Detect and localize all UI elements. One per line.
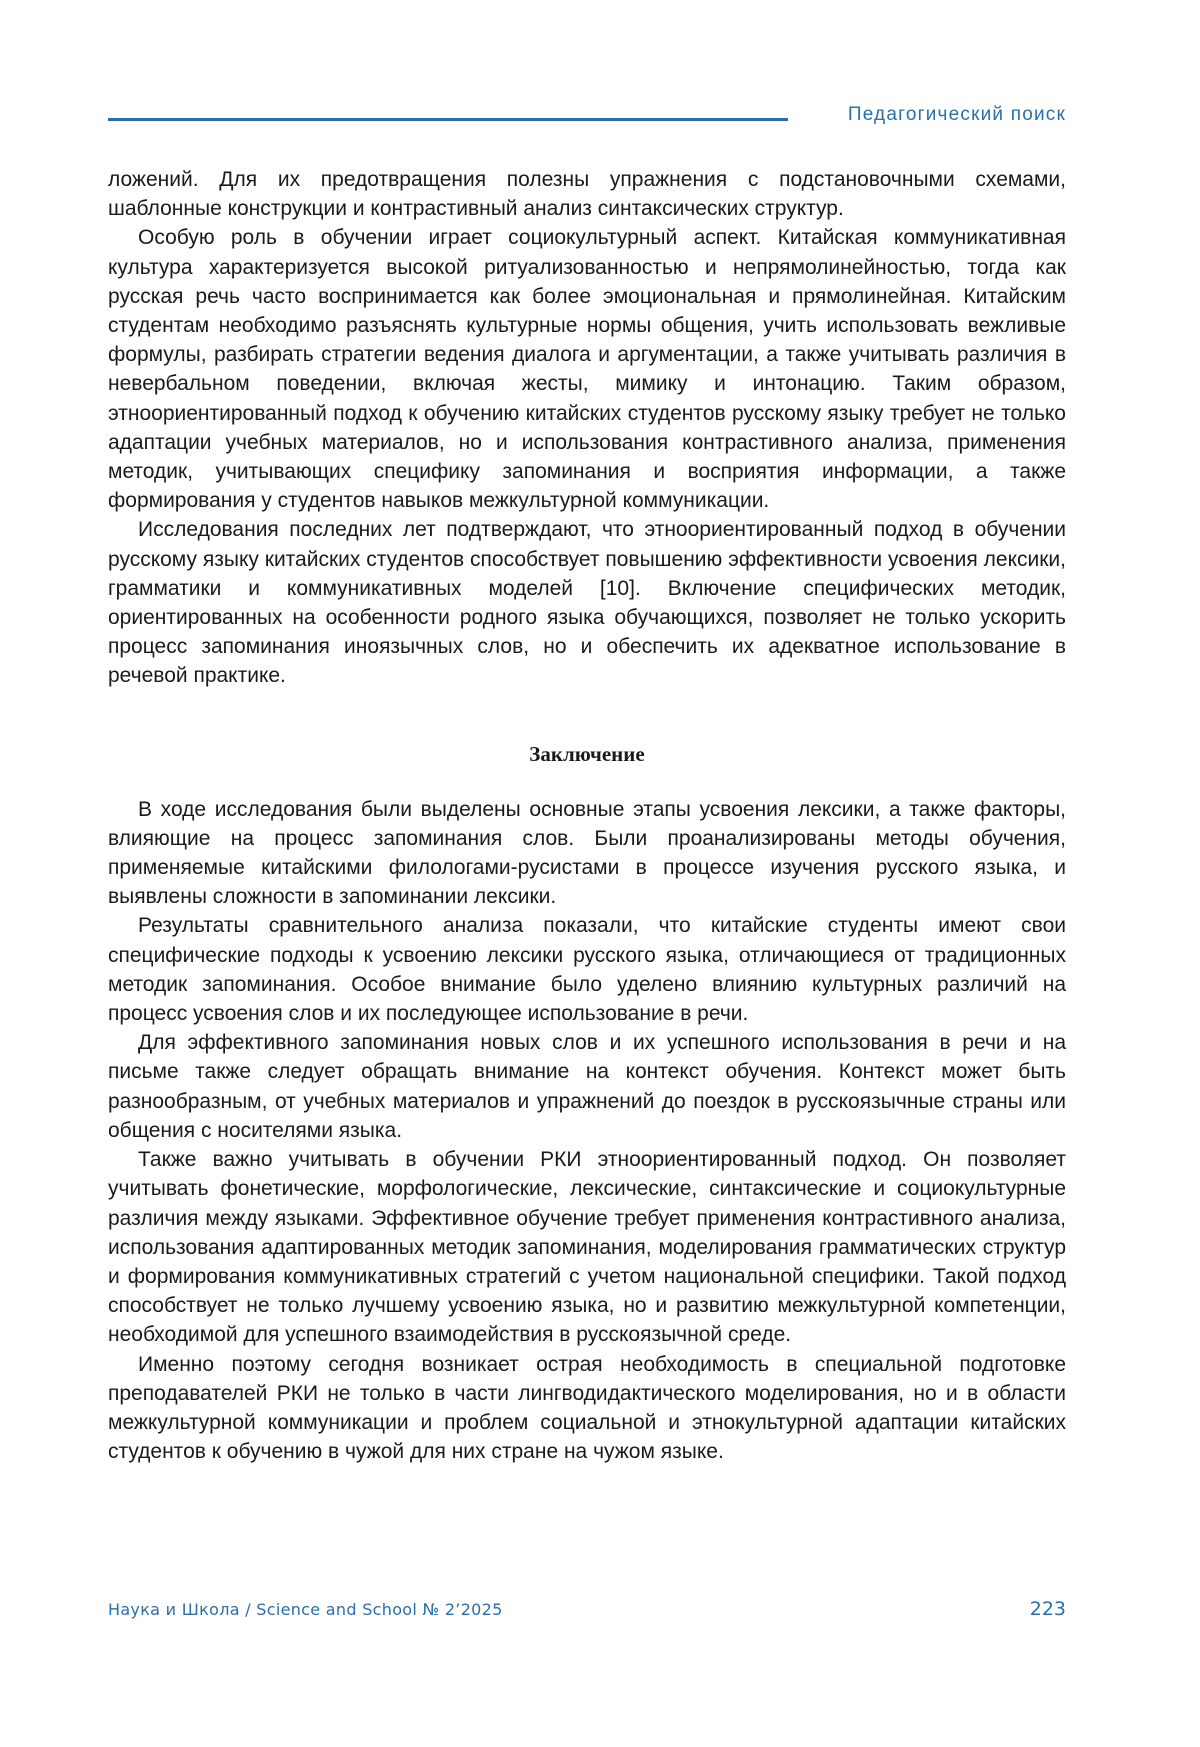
header-rule [108, 118, 788, 121]
running-footer [108, 1598, 1066, 1628]
paragraph: Для эффективного запоминания новых слов и их успешного использования в речи и на письме также следует обращать внимание на контекст обучения. Контекст может быть разнообразным, от учебных материалов и упражнений до поездок в русскоязычные страны или общения с носителями языка. [108, 1031, 1066, 1142]
paragraph: Также важно учитывать в обучении РКИ этноориентированный подход. Он позволяет учитывать фонетические, морфологические, лексические, синтаксические и социокультурные различия между языками. Эффективное обучение требует применения контрастивного анализа, использования адаптированных методик запоминания, моделирования грамматических структур и формирования коммуникативных стратегий с учетом национальной специфики. Такой подход способствует не только лучшему усвоению языка, но и развитию межкультурной компетенции, необходимой для успешного взаимодействия в русскоязычной среде. [108, 1148, 1066, 1347]
conclusion-heading: Заключение [529, 741, 645, 766]
paragraph: В ходе исследования были выделены основные этапы усвоения лексики, а также факторы, влияющие на процесс запоминания слов. Были проанализированы методы обучения, применяемые китайскими филологами-русистами в процессе изучения русского языка, и выявлены сложности в запоминании лексики. [108, 797, 1066, 909]
page-number: 223 [1029, 1598, 1066, 1620]
paragraph: Результаты сравнительного анализа показали, что китайские студенты имеют свои специфические подходы к усвоению лексики русского языка, отличающиеся от традиционных методик запоминания. Особое внимание было уделено влиянию культурных различий на процесс усвоения слов и их последующее использование в речи. [108, 914, 1066, 1026]
section-title: Педагогический поиск [847, 104, 1066, 125]
running-header [108, 100, 1066, 130]
paragraph: Именно поэтому сегодня возникает острая необходимость в специальной подготовке преподавателей РКИ не только в части лингводидактического моделирования, но и в области межкультурной коммуникации и проблем социальной и этнокультурной адаптации китайских студентов к обучению в чужой для них стране на чужом языке. [108, 1352, 1066, 1464]
paragraph: Исследования последних лет подтверждают, что этноориентированный подход в обучении русскому языку китайских студентов способствует повышению эффективности усвоения лексики, грамматики и коммуникативных моделей [10]. Включение специфических методик, ориентированных на особенности родного языка обучающихся, позволяет не только ускорить процесс запоминания иноязычных слов, но и обеспечить их адекватное использование в речевой практике. [108, 518, 1066, 688]
journal-name: Наука и Школа / Science and School № 2’2025 [108, 1600, 503, 1619]
article-body [108, 165, 1066, 1466]
paragraph: Особую роль в обучении играет социокультурный аспект. Китайская коммуникативная культура характеризуется высокой ритуализованностью и непрямолинейностью, тогда как русская речь часто воспринимается как более эмоциональная и прямолинейная. Китайским студентам необходимо разъяснять культурные нормы общения, учить использовать вежливые формулы, разбирать стратегии ведения диалога и аргументации, а также учитывать различия в невербальном поведении, включая жесты, мимику и интонацию. Таким образом, этноориентированный подход к обучению китайских студентов русскому языку требует не только адаптации учебных материалов, но и использования контрастивного анализа, применения методик, учитывающих специфику запоминания и восприятия информации, а также формирования у студентов навыков межкультурной коммуникации. [108, 226, 1066, 513]
paragraph-continued: ложений. Для их предотвращения полезны упражнения с подстановочными схемами, шаблонные конструкции и контрастивный анализ синтаксических структур. [108, 168, 1066, 221]
